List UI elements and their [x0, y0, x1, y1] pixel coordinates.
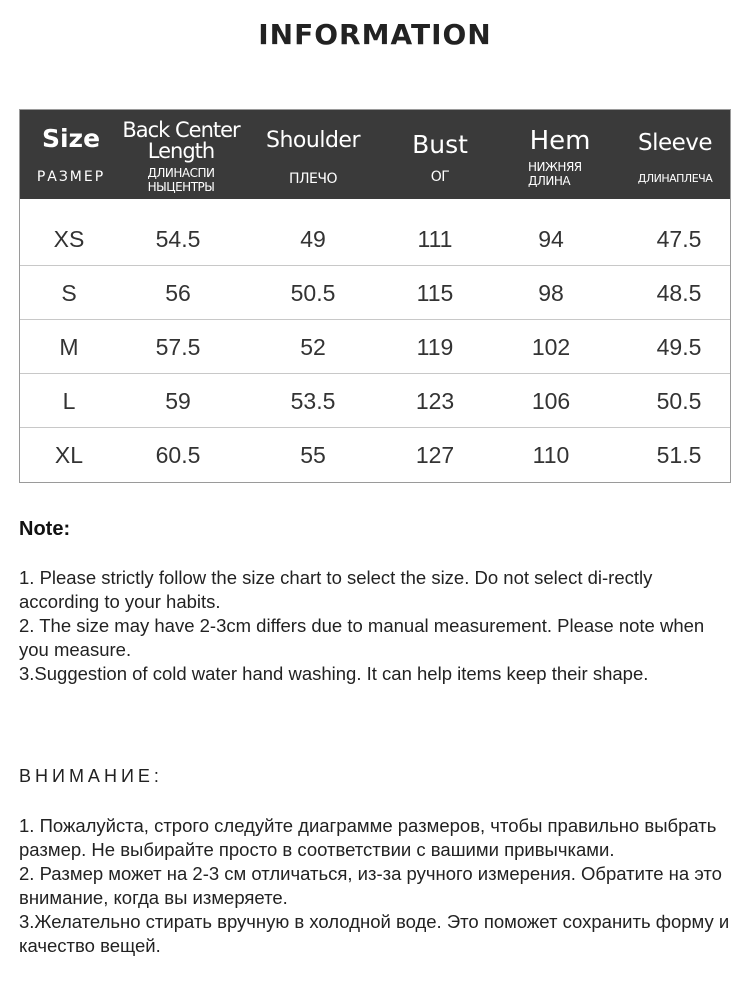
size-cell: XS: [53, 226, 85, 252]
note-heading: Note:: [19, 518, 71, 540]
shoulder-cell: 49: [300, 226, 326, 252]
table-row: [20, 374, 730, 428]
sleeve-cell: 51.5: [656, 442, 702, 468]
header-hem-sub: НИЖНЯЯ ДЛИНА: [528, 160, 582, 188]
shoulder-cell: 55: [300, 442, 326, 468]
russian-note-heading: ВНИМАНИЕ:: [19, 766, 163, 786]
hem-cell: 98: [538, 280, 564, 306]
page-title: INFORMATION: [258, 18, 492, 51]
back-center-length-cell: 59: [165, 388, 191, 414]
russian-note-line: 3.Желательно стирать вручную в холодной воде. Это поможет сохранить форму и качество вещей.: [19, 911, 730, 956]
hem-cell: 106: [531, 388, 571, 414]
russian-note-line: 1. Пожалуйста, строго следуйте диаграмме размеров, чтобы правильно выбрать размер. Не выбирайте просто в соответствии с вашими привычками.: [19, 815, 717, 860]
bust-cell: 111: [417, 226, 453, 252]
sleeve-cell: 48.5: [656, 280, 702, 306]
table-row: [20, 320, 730, 374]
size-cell: L: [62, 388, 76, 414]
header-sleeve: [618, 110, 732, 199]
sleeve-cell: 47.5: [656, 226, 702, 252]
bust-cell: 123: [415, 388, 455, 414]
header-bust: [380, 110, 500, 199]
bust-cell: 127: [415, 442, 455, 468]
header-size-sub: РАЗМЕР: [36, 169, 106, 185]
hem-cell: 110: [532, 442, 570, 468]
header-back-center-length-label: Back Center Length: [122, 118, 240, 163]
header-shoulder-sub: ПЛЕЧО: [288, 171, 338, 187]
back-center-length-cell: 60.5: [155, 442, 201, 468]
header-hem: [500, 110, 620, 199]
header-shoulder: [242, 110, 384, 199]
table-row: [20, 212, 730, 266]
sleeve-cell: 50.5: [656, 388, 702, 414]
russian-note-body: [19, 814, 734, 958]
bust-cell: 115: [416, 280, 454, 306]
bust-cell: 119: [416, 334, 454, 360]
table-header: [20, 110, 730, 199]
shoulder-cell: 50.5: [290, 280, 336, 306]
size-cell: S: [61, 280, 77, 306]
header-sleeve-sub: ДЛИНАПЛЕЧА: [637, 172, 713, 185]
back-center-length-cell: 54.5: [155, 226, 201, 252]
header-back-center-length-sub: ДЛИНАСПИ НЫЦЕНТРЫ: [147, 166, 215, 194]
back-center-length-cell: 57.5: [155, 334, 201, 360]
table-row: [20, 266, 730, 320]
hem-cell: 94: [538, 226, 564, 252]
header-sleeve-label: Sleeve: [637, 130, 713, 156]
shoulder-cell: 53.5: [290, 388, 336, 414]
hem-cell: 102: [531, 334, 571, 360]
header-bust-sub: ОГ: [430, 169, 450, 185]
header-bust-label: Bust: [412, 130, 468, 159]
size-cell: XL: [54, 442, 84, 468]
note-body: [19, 566, 719, 686]
header-size: [20, 110, 122, 199]
header-shoulder-label: Shoulder: [266, 128, 360, 153]
shoulder-cell: 52: [300, 334, 326, 360]
header-size-label: Size: [41, 124, 101, 153]
russian-note-line: 2. Размер может на 2-3 см отличаться, из-за ручного измерения. Обратите на это внимание, когда вы измеряете.: [19, 863, 722, 908]
header-back-center-length: [120, 110, 242, 199]
back-center-length-cell: 56: [165, 280, 191, 306]
table-row: [20, 428, 730, 482]
header-hem-label: Hem: [529, 126, 591, 156]
note-line: 3.Suggestion of cold water hand washing. It can help items keep their shape.: [19, 663, 649, 684]
note-line: 1. Please strictly follow the size chart to select the size. Do not select di-rectly according to your habits.: [19, 567, 653, 612]
sleeve-cell: 49.5: [656, 334, 702, 360]
note-line: 2. The size may have 2-3cm differs due to manual measurement. Please note when you measure.: [19, 615, 705, 660]
size-cell: M: [59, 334, 79, 360]
size-table: [19, 109, 731, 483]
